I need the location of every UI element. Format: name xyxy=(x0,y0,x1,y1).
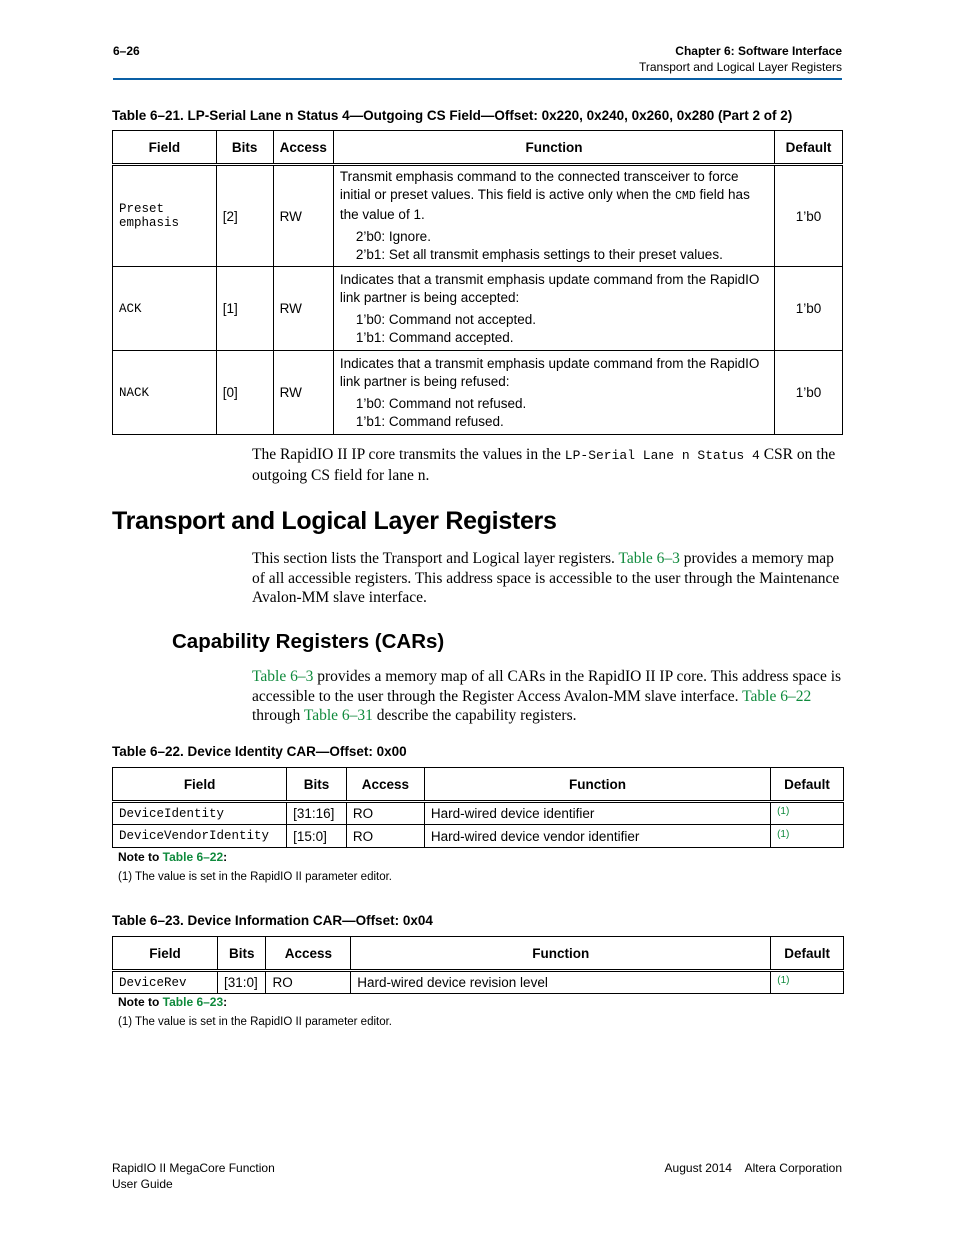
product-name: RapidIO II MegaCore Function xyxy=(112,1161,275,1175)
table-23 xyxy=(112,936,844,994)
field-name-line: Preset xyxy=(119,202,165,216)
table-row xyxy=(113,802,844,825)
field-name-line: emphasis xyxy=(119,216,180,230)
table-row xyxy=(113,351,843,435)
footnote-link[interactable]: (1) xyxy=(777,975,790,986)
table-6-3-link[interactable]: Table 6–3 xyxy=(252,668,314,685)
footnote-link[interactable]: (1) xyxy=(777,806,790,817)
col-header-field: Field xyxy=(113,768,287,802)
table-22-caption: Table 6–22. Device Identity CAR—Offset: 0x00 xyxy=(112,744,407,759)
bits-cell: [2] xyxy=(216,165,273,267)
table-header-row xyxy=(113,131,843,165)
cmd-code: CMD xyxy=(675,190,696,203)
access-cell: RO xyxy=(346,825,424,848)
bits-cell: [31:16] xyxy=(287,802,347,825)
bits-cell: [31:0] xyxy=(218,971,266,994)
running-header xyxy=(639,43,842,75)
table-row xyxy=(113,971,844,994)
field-cell xyxy=(113,165,217,267)
col-header-bits: Bits xyxy=(287,768,347,802)
field-cell: NACK xyxy=(113,351,217,435)
col-header-bits: Bits xyxy=(216,131,273,165)
table-header-row xyxy=(113,768,844,802)
col-header-field: Field xyxy=(113,131,217,165)
chapter-title: Chapter 6: Software Interface xyxy=(675,44,842,58)
table-header-row xyxy=(113,937,844,971)
footer-left xyxy=(112,1160,275,1192)
paragraph-cars-intro: Table 6–3 provides a memory map of all CARs in the RapidIO II IP core. This address space is accessible to the user through the Register Access Avalon-MM slave interface. Table 6–22 through Table 6–31 describe the capability registers. xyxy=(252,668,842,724)
bits-cell: [1] xyxy=(216,267,273,351)
function-text: Transmit emphasis command to the connected transceiver to force initial or preset values. This field is active only when the CMD field has the value of 1. xyxy=(339,169,750,222)
section-heading: Transport and Logical Layer Registers xyxy=(112,507,557,535)
table-6-23-link[interactable]: Table 6–23 xyxy=(162,995,224,1009)
table-23-note-heading: Note to Table 6–23: xyxy=(118,995,228,1009)
header-rule xyxy=(113,78,842,80)
bits-cell: [15:0] xyxy=(287,825,347,848)
col-header-function: Function xyxy=(351,937,771,971)
default-cell xyxy=(771,825,844,848)
function-text: Indicates that a transmit emphasis update command from the RapidIO link partner is being accepted: xyxy=(339,271,760,305)
table-23-caption: Table 6–23. Device Information CAR—Offset: 0x04 xyxy=(112,913,433,928)
document-type: User Guide xyxy=(112,1177,173,1191)
table-6-22-link[interactable]: Table 6–22 xyxy=(742,687,812,705)
footer-right: August 2014 Altera Corporation xyxy=(664,1161,842,1175)
access-cell: RW xyxy=(273,165,333,267)
option-list: 1’b0: Command not accepted. 1’b1: Command accepted. xyxy=(355,311,536,345)
col-header-default: Default xyxy=(775,131,843,165)
paragraph-section-intro: This section lists the Transport and Logical layer registers. Table 6–3 provides a memory map of all accessible registers. This address space is accessible to the user through the Maintenance Avalon-MM slave interface. xyxy=(252,550,840,606)
table-row xyxy=(113,825,844,848)
table-21-caption: Table 6–21. LP-Serial Lane n Status 4—Outgoing CS Field—Offset: 0x220, 0x240, 0x260, 0x280 (Part 2 of 2) xyxy=(112,108,793,123)
default-cell xyxy=(771,802,844,825)
default-cell: 1’b0 xyxy=(775,351,843,435)
col-header-access: Access xyxy=(273,131,333,165)
register-name-code: LP-Serial Lane n Status 4 xyxy=(564,448,760,463)
col-header-bits: Bits xyxy=(218,937,266,971)
col-header-access: Access xyxy=(346,768,424,802)
access-cell: RW xyxy=(273,267,333,351)
table-row xyxy=(113,267,843,351)
function-cell xyxy=(333,351,774,435)
col-header-default: Default xyxy=(771,937,844,971)
table-22-note-heading: Note to Table 6–22: xyxy=(118,850,228,864)
table-23-note-text: (1) The value is set in the RapidIO II parameter editor. xyxy=(118,1016,393,1028)
col-header-access: Access xyxy=(266,937,351,971)
page-number: 6–26 xyxy=(113,44,140,58)
function-text: Indicates that a transmit emphasis update command from the RapidIO link partner is being refused: xyxy=(339,355,760,389)
paragraph-csr-note: The RapidIO II IP core transmits the values in the LP-Serial Lane n Status 4 CSR on the outgoing CS field for lane n. xyxy=(252,446,836,484)
default-cell xyxy=(771,971,844,994)
field-cell: DeviceVendorIdentity xyxy=(113,825,287,848)
option-list: 2’b0: Ignore. 2’b1: Set all transmit emphasis settings to their preset values. xyxy=(355,229,723,262)
field-cell: DeviceIdentity xyxy=(113,802,287,825)
function-cell xyxy=(333,267,774,351)
bits-cell: [0] xyxy=(216,351,273,435)
table-row xyxy=(113,165,843,267)
section-title: Transport and Logical Layer Registers xyxy=(639,60,842,74)
access-cell: RO xyxy=(266,971,351,994)
table-22 xyxy=(112,767,844,848)
default-cell: 1’b0 xyxy=(775,267,843,351)
function-cell: Hard-wired device identifier xyxy=(424,802,770,825)
table-6-3-link[interactable]: Table 6–3 xyxy=(618,550,680,567)
table-6-31-link[interactable]: Table 6–31 xyxy=(303,707,373,724)
function-cell xyxy=(333,165,774,267)
field-cell: DeviceRev xyxy=(113,971,218,994)
subsection-heading: Capability Registers (CARs) xyxy=(172,630,445,653)
footnote-link[interactable]: (1) xyxy=(777,828,790,840)
function-cell: Hard-wired device vendor identifier xyxy=(424,825,770,848)
field-cell: ACK xyxy=(113,267,217,351)
option-list: 1’b0: Command not refused. 1’b1: Command refused. xyxy=(355,395,527,429)
table-6-22-link[interactable]: Table 6–22 xyxy=(162,850,224,864)
col-header-field: Field xyxy=(113,937,218,971)
table-21 xyxy=(112,130,843,435)
col-header-function: Function xyxy=(333,131,774,165)
table-22-note-text: (1) The value is set in the RapidIO II parameter editor. xyxy=(118,871,393,883)
access-cell: RW xyxy=(273,351,333,435)
access-cell: RO xyxy=(346,802,424,825)
default-cell: 1’b0 xyxy=(775,165,843,267)
col-header-function: Function xyxy=(424,768,770,802)
col-header-default: Default xyxy=(771,768,844,802)
function-cell: Hard-wired device revision level xyxy=(351,971,771,994)
